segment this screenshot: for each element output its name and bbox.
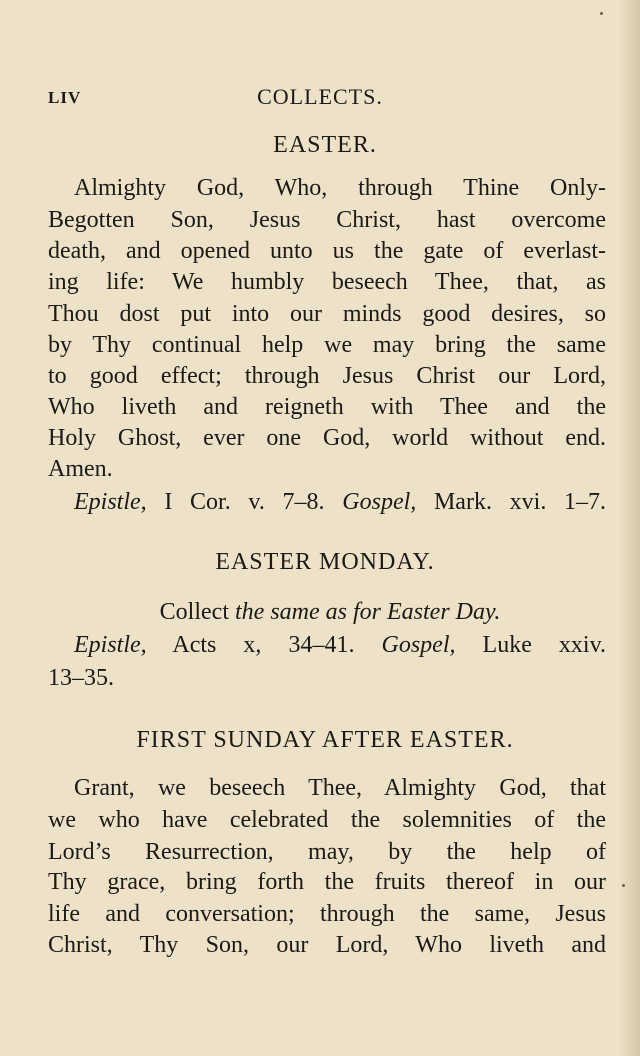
collect-prefix: Collect (159, 599, 229, 625)
gospel-reference: Luke xxiv. (482, 632, 607, 658)
section-heading-easter-monday: EASTER MONDAY. (215, 549, 435, 575)
text-line: Holy Ghost, ever one God, world without end. (48, 425, 606, 451)
collect-note-italic: the same as for Easter Day. (235, 599, 501, 625)
paper-speck (622, 884, 625, 887)
gospel-label: Gospel, (342, 489, 417, 515)
text-line: Amen. (48, 456, 113, 482)
text-line: life and conversation; through the same, Jesus (48, 901, 606, 927)
text-line: Grant, we beseech Thee, Almighty God, that (74, 775, 606, 801)
lesson-references (74, 487, 606, 517)
text-line: to good effect; through Jesus Christ our Lord, (48, 363, 606, 389)
text-line: Thy grace, bring forth the fruits thereof in our (48, 869, 606, 895)
text-line: ing life: We humbly beseech Thee, that, as (48, 269, 606, 295)
running-head: COLLECTS. (257, 84, 383, 109)
epistle-reference: Acts x, 34–41. (172, 632, 355, 658)
text-line: Who liveth and reigneth with Thee and the (48, 394, 606, 420)
text-line: Almighty God, Who, through Thine Only- (74, 175, 606, 201)
section-heading-first-sunday-after-easter: FIRST SUNDAY AFTER EASTER. (136, 727, 514, 753)
epistle-reference: I Cor. v. 7–8. (164, 489, 325, 515)
lesson-references (74, 630, 606, 660)
collect-note (0, 597, 640, 627)
text-line: death, and opened unto us the gate of everlast- (48, 238, 606, 264)
section-heading-easter: EASTER. (273, 132, 377, 158)
epistle-label: Epistle, (74, 489, 147, 515)
text-line: Lord’s Resurrection, may, by the help of (48, 839, 606, 865)
page-number: LIV (48, 88, 82, 107)
text-line: Christ, Thy Son, our Lord, Who liveth and (48, 932, 606, 958)
paper-speck (600, 12, 603, 15)
text-line: Begotten Son, Jesus Christ, hast overcome (48, 207, 606, 233)
gospel-label: Gospel, (381, 632, 456, 658)
gospel-reference: Mark. xvi. 1–7. (433, 489, 607, 515)
text-line: Thou dost put into our minds good desires, so (48, 301, 606, 327)
reference-continuation: 13–35. (48, 665, 114, 691)
text-line: we who have celebrated the solemnities of the (48, 807, 606, 833)
epistle-label: Epistle, (74, 632, 147, 658)
text-line: by Thy continual help we may bring the same (48, 332, 606, 358)
